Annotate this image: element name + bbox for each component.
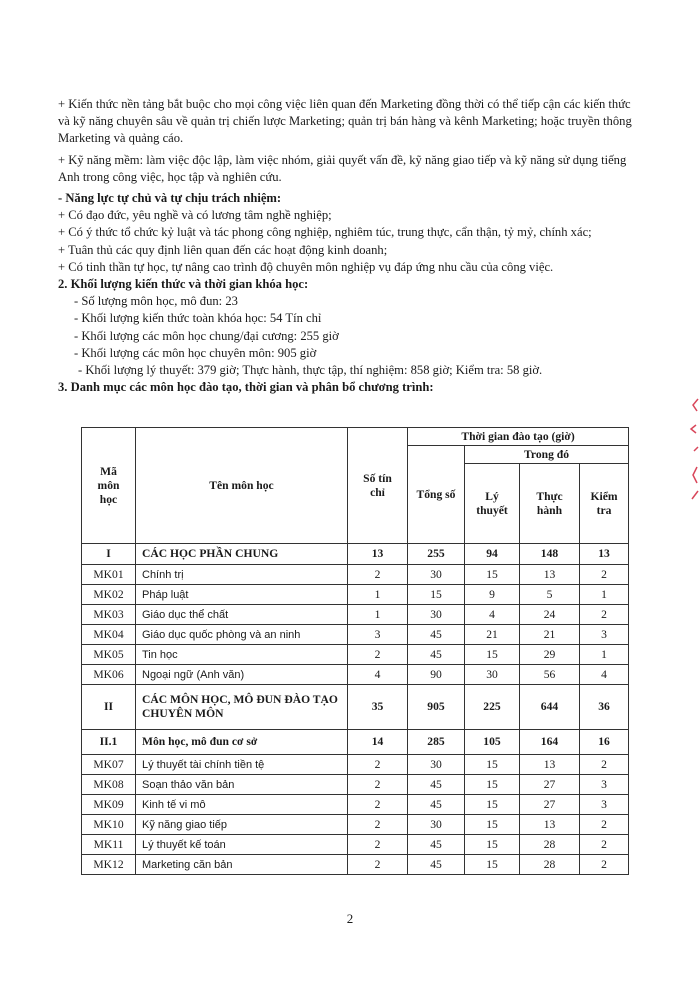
header-total: Tổng số [408,446,465,544]
cell-name: CÁC MÔN HỌC, MÔ ĐUN ĐÀO TẠO CHUYÊN MÔN [136,685,348,730]
margin-stamp-mark [684,395,700,505]
cell-practice: 13 [520,815,580,835]
cell-credits: 4 [348,665,408,685]
cell-test: 13 [580,544,629,565]
cell-test: 16 [580,730,629,755]
cell-total: 45 [408,645,465,665]
cell-credits: 2 [348,775,408,795]
volume-item-5: - Khối lượng lý thuyết: 379 giờ; Thực hành, thực tập, thí nghiệm: 858 giờ; Kiểm tra: 58 giờ. [78,363,543,378]
cell-name: Pháp luật [136,585,348,605]
cell-name: Kinh tế vi mô [136,795,348,815]
cell-practice: 28 [520,855,580,875]
cell-credits: 2 [348,565,408,585]
cell-name: CÁC HỌC PHẦN CHUNG [136,544,348,565]
cell-practice: 164 [520,730,580,755]
header-training-time: Thời gian đào tạo (giờ) [408,428,629,446]
cell-code: MK10 [82,815,136,835]
cell-test: 4 [580,665,629,685]
table-row [82,795,629,815]
curriculum-table [81,427,629,875]
autonomy-item-2: + Có ý thức tổ chức kỷ luật và tác phong công nghiệp, nghiêm túc, trung thực, cẩn thận, tỷ mỷ, chính xác; [58,225,592,240]
cell-credits: 3 [348,625,408,645]
cell-name: Tin học [136,645,348,665]
cell-theory: 94 [465,544,520,565]
cell-total: 905 [408,685,465,730]
volume-item-1: - Số lượng môn học, mô đun: 23 [74,294,238,309]
cell-name: Kỹ năng giao tiếp [136,815,348,835]
cell-test: 2 [580,815,629,835]
cell-theory: 15 [465,755,520,775]
autonomy-item-4: + Có tinh thần tự học, tự nâng cao trình độ chuyên môn nghiệp vụ đáp ứng nhu cầu của công việc. [58,259,554,274]
cell-test: 2 [580,605,629,625]
paragraph-knowledge: + Kiến thức nền tảng bắt buộc cho mọi công việc liên quan đến Marketing đồng thời có thể tiếp cận các kiến thức và kỹ năng chuyên sâu về quản trị chiến lược Marketing; quản trị bán hàng và kênh Marketing; hoặc truyền thông Marketing và quảng cáo. [58,97,632,146]
header-within: Trong đó [465,446,629,464]
cell-code: MK03 [82,605,136,625]
cell-credits: 1 [348,585,408,605]
table-body [82,544,629,875]
cell-total: 15 [408,585,465,605]
cell-total: 30 [408,605,465,625]
cell-code: MK02 [82,585,136,605]
cell-practice: 13 [520,755,580,775]
volume-item-4: - Khối lượng các môn học chuyên môn: 905 giờ [74,345,317,360]
cell-theory: 15 [465,835,520,855]
paragraph-soft-skills: + Kỹ năng mềm: làm việc độc lập, làm việc nhóm, giải quyết vấn đề, kỹ năng giao tiếp và kỹ năng sử dụng tiếng Anh trong công việc, học tập và nghiên cứu. [58,152,627,184]
cell-credits: 2 [348,755,408,775]
cell-code: MK07 [82,755,136,775]
cell-name: Soạn thảo văn bản [136,775,348,795]
cell-practice: 21 [520,625,580,645]
cell-theory: 105 [465,730,520,755]
cell-name: Giáo dục thể chất [136,605,348,625]
cell-theory: 15 [465,565,520,585]
cell-credits: 2 [348,855,408,875]
cell-test: 3 [580,795,629,815]
cell-total: 255 [408,544,465,565]
body-text [58,96,643,396]
page-number: 2 [346,911,354,926]
header-practice: Thực hành [520,464,580,544]
cell-total: 45 [408,795,465,815]
cell-credits: 1 [348,605,408,625]
cell-code: II [82,685,136,730]
cell-theory: 9 [465,585,520,605]
cell-credits: 35 [348,685,408,730]
cell-code: MK11 [82,835,136,855]
cell-practice: 13 [520,565,580,585]
table-row [82,775,629,795]
cell-theory: 15 [465,855,520,875]
cell-code: II.1 [82,730,136,755]
heading-section-2: 2. Khối lượng kiến thức và thời gian khóa học: [58,277,309,292]
cell-theory: 4 [465,605,520,625]
cell-code: MK12 [82,855,136,875]
cell-name: Chính trị [136,565,348,585]
cell-theory: 15 [465,645,520,665]
cell-test: 3 [580,775,629,795]
cell-code: MK05 [82,645,136,665]
cell-total: 30 [408,815,465,835]
table-row [82,645,629,665]
cell-name: Môn học, mô đun cơ sở [136,730,348,755]
table-row [82,815,629,835]
autonomy-item-1: + Có đạo đức, yêu nghề và có lương tâm nghề nghiệp; [58,208,332,223]
cell-credits: 13 [348,544,408,565]
cell-theory: 225 [465,685,520,730]
cell-practice: 27 [520,775,580,795]
cell-practice: 56 [520,665,580,685]
table-section-row [82,544,629,565]
cell-test: 2 [580,855,629,875]
volume-item-3: - Khối lượng các môn học chung/đại cương: 255 giờ [74,328,339,343]
volume-item-2: - Khối lượng kiến thức toàn khóa học: 54 Tín chỉ [74,311,322,326]
heading-autonomy: - Năng lực tự chủ và tự chịu trách nhiệm: [58,191,282,206]
cell-theory: 30 [465,665,520,685]
table-row [82,835,629,855]
cell-name: Lý thuyết kế toán [136,835,348,855]
cell-total: 30 [408,755,465,775]
cell-credits: 2 [348,795,408,815]
cell-theory: 15 [465,795,520,815]
header-name: Tên môn học [136,428,348,544]
cell-code: I [82,544,136,565]
cell-code: MK09 [82,795,136,815]
cell-code: MK06 [82,665,136,685]
cell-credits: 14 [348,730,408,755]
cell-test: 2 [580,565,629,585]
cell-theory: 15 [465,775,520,795]
cell-name: Ngoại ngữ (Anh văn) [136,665,348,685]
cell-practice: 29 [520,645,580,665]
cell-test: 3 [580,625,629,645]
cell-practice: 148 [520,544,580,565]
table-row [82,755,629,775]
table-row [82,565,629,585]
table-section-row [82,685,629,730]
cell-theory: 15 [465,815,520,835]
cell-total: 45 [408,625,465,645]
cell-name: Marketing căn bản [136,855,348,875]
cell-total: 45 [408,775,465,795]
cell-code: MK04 [82,625,136,645]
cell-practice: 644 [520,685,580,730]
header-test: Kiểm tra [580,464,629,544]
cell-practice: 28 [520,835,580,855]
autonomy-item-3: + Tuân thủ các quy định liên quan đến các hoạt động kinh doanh; [58,242,388,257]
cell-total: 90 [408,665,465,685]
cell-code: MK01 [82,565,136,585]
cell-test: 2 [580,755,629,775]
cell-total: 30 [408,565,465,585]
header-credits: Số tín chỉ [348,428,408,544]
cell-total: 45 [408,835,465,855]
cell-credits: 2 [348,645,408,665]
cell-practice: 27 [520,795,580,815]
cell-code: MK08 [82,775,136,795]
cell-test: 1 [580,585,629,605]
cell-credits: 2 [348,815,408,835]
table-row [82,855,629,875]
header-theory: Lý thuyết [465,464,520,544]
heading-section-3: 3. Danh mục các môn học đào tạo, thời gian và phân bổ chương trình: [58,380,434,395]
cell-credits: 2 [348,835,408,855]
table-row [82,625,629,645]
cell-test: 36 [580,685,629,730]
cell-theory: 21 [465,625,520,645]
cell-practice: 5 [520,585,580,605]
cell-total: 285 [408,730,465,755]
header-code: Mã môn học [82,428,136,544]
cell-total: 45 [408,855,465,875]
table-row [82,585,629,605]
table-row [82,605,629,625]
cell-name: Lý thuyết tài chính tiền tệ [136,755,348,775]
cell-test: 1 [580,645,629,665]
cell-practice: 24 [520,605,580,625]
table-row [82,665,629,685]
cell-test: 2 [580,835,629,855]
table-section-row [82,730,629,755]
cell-name: Giáo dục quốc phòng và an ninh [136,625,348,645]
